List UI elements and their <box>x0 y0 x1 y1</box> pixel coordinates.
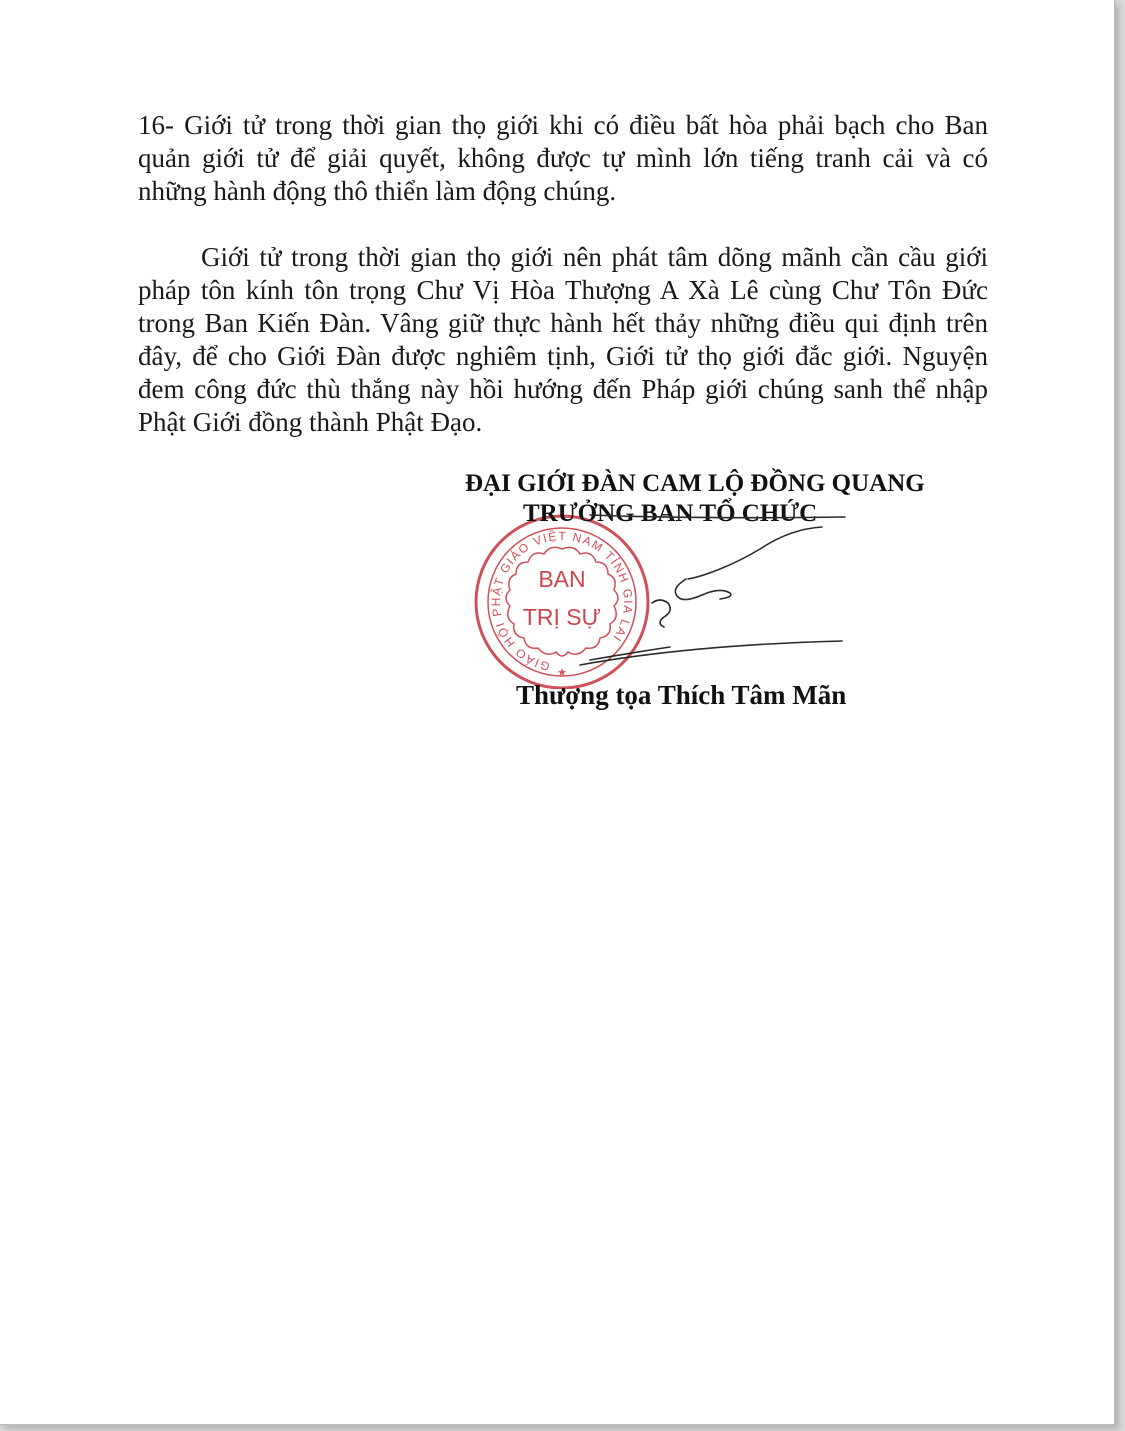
closing-paragraph: Giới tử trong thời gian thọ giới nên phát tâm dõng mãnh cần cầu giới pháp tôn kính tôn trọng Chư Vị Hòa Thượng A Xà Lê cùng Chư Tôn Đức trong Ban Kiến Đàn. Vâng giữ thực hành hết thảy những điều qui định trên đây, để cho Giới Đàn được nghiêm tịnh, Giới tử thọ giới đắc giới. Nguyện đem công đức thù thắng này hồi hướng đến Pháp giới chúng sanh thể nhập Phật Giới đồng thành Phật Đạo. <box>138 242 988 437</box>
organization-heading: ĐẠI GIỚI ĐÀN CAM LỘ ĐỒNG QUANG <box>465 470 925 497</box>
stamp-text-line2: TRỊ SỰ <box>522 604 602 630</box>
handwritten-signature <box>560 505 860 685</box>
signer-name: Thượng tọa Thích Tâm Mãn <box>516 680 847 710</box>
stamp-star-icon: ★ <box>557 667 567 679</box>
stamp-text-line1: BAN <box>538 566 586 592</box>
role-heading: TRƯỞNG BAN TỔ CHỨC <box>523 500 818 527</box>
stamp-ring-text: GIÁO HỘI PHẬT GIÁO VIỆT NAM TỈNH GIA LAI <box>488 528 636 674</box>
paragraph-16: 16- Giới tử trong thời gian thọ giới khi có điều bất hòa phải bạch cho Ban quản giới tử để giải quyết, không được tự mình lớn tiếng tranh cải và có những hành động thô thiển làm động chúng. <box>138 110 988 206</box>
